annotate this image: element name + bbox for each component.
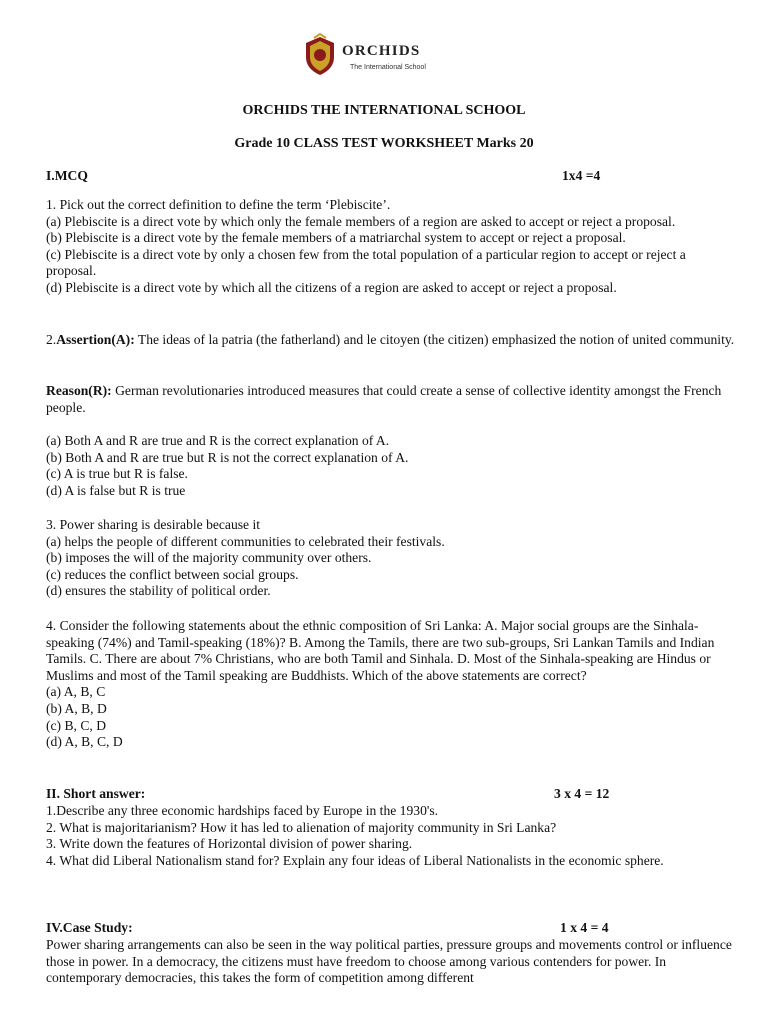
test-title: Grade 10 CLASS TEST WORKSHEET Marks 20 [234,136,534,151]
short-question-2: 2. What is majoritarianism? How it has led to alienation of majority community in Sri Lanka? [46,819,557,835]
section-marks: 1 x 4 = 4 [560,920,609,935]
option-c: (c) A is true but R is false. [46,466,188,482]
logo-name: ORCHIDS [342,43,421,59]
assertion-label: Assertion(A): [56,332,135,347]
section-mcq-header [46,168,736,185]
short-question-1: 1.Describe any three economic hardships faced by Europe in the 1930's. [46,803,439,818]
short-question-3: 3. Write down the features of Horizontal division of power sharing. [46,836,413,852]
short-answer-questions [46,803,736,869]
logo-subtitle: The International School [350,64,426,71]
short-question-4: 4. What did Liberal Nationalism stand for? Explain any four ideas of Liberal Nationalists in the economic sphere. [46,852,664,868]
option-d: (d) A is false but R is true [46,482,186,498]
question-stem: 1. Pick out the correct definition to define the term ‘Plebiscite’. [46,197,391,212]
question-2-reason [46,383,736,416]
section-marks: 1x4 =4 [562,168,601,183]
question-stem: 3. Power sharing is desirable because it [46,517,261,532]
option-c: (c) reduces the conflict between social groups. [46,566,299,582]
question-2 [46,332,736,349]
question-3 [46,517,736,600]
question-number: 2. [46,332,57,347]
question-2-options [46,433,736,499]
assertion [46,332,736,349]
section-case-study-header [46,920,736,937]
option-d: (d) A, B, C, D [46,734,123,750]
assertion-text: The ideas of la patria (the fatherland) and le citoyen (the citizen) emphasized the notion of united community. [134,332,735,347]
passage-text: Power sharing arrangements can also be seen in the way political parties, pressure groups and movements control or influence those in power. In a democracy, the citizens must have freedom to choose among various contenders for power. In contemporary democracies, this takes the form of competition among different [46,937,732,986]
option-d: (d) Plebiscite is a direct vote by which all the citizens of a region are asked to accept or reject a proposal. [46,279,617,295]
option-a: (a) Both A and R are true and R is the correct explanation of A. [46,433,390,448]
question-1 [46,197,736,297]
crest-icon [300,33,340,77]
question-stem: 4. Consider the following statements about the ethnic composition of Sri Lanka: A. Major social groups are the Sinhala- speaking (74%) and Tamil-speaking (18%)? B. Among the Tamils, there are two sub-groups, Sri Lankan Tamils and Indian Tamils. C. There are about 7% Christians, who are both Tamil and Sinhala. D. Most of the Sinhala-speaking are Hindus or Muslims and most of the Tamil speaking are Buddhists. Which of the above statements are correct? [46,618,715,683]
section-title: IV.Case Study: [46,920,133,935]
section-short-answer-header [46,786,736,803]
option-b: (b) Plebiscite is a direct vote by the female members of a matriarchal system to accept or reject a proposal. [46,230,626,246]
option-a: (a) A, B, C [46,684,106,700]
reason-label: Reason(R): [46,383,112,398]
reason-text: German revolutionaries introduced measures that could create a sense of collective identity amongst the French people. [46,383,722,415]
section-marks: 3 x 4 = 12 [554,786,610,801]
option-a: (a) helps the people of different communities to celebrated their festivals. [46,533,445,549]
section-title: I.MCQ [46,168,88,183]
school-name: ORCHIDS THE INTERNATIONAL SCHOOL [242,103,526,118]
option-b: (b) A, B, D [46,700,107,716]
option-c: (c) Plebiscite is a direct vote by only a chosen few from the total population of a particular region to accept or reject a proposal. [46,246,686,279]
case-study-passage [46,937,736,987]
question-4 [46,618,736,751]
option-a: (a) Plebiscite is a direct vote by which only the female members of a region are asked to accept or reject a proposal. [46,213,676,229]
school-logo [300,33,460,77]
option-b: (b) Both A and R are true but R is not the correct explanation of A. [46,449,409,465]
option-b: (b) imposes the will of the majority community over others. [46,550,372,566]
reason [46,383,736,416]
section-title: II. Short answer: [46,786,146,801]
option-d: (d) ensures the stability of political order. [46,583,271,599]
option-c: (c) B, C, D [46,717,107,733]
